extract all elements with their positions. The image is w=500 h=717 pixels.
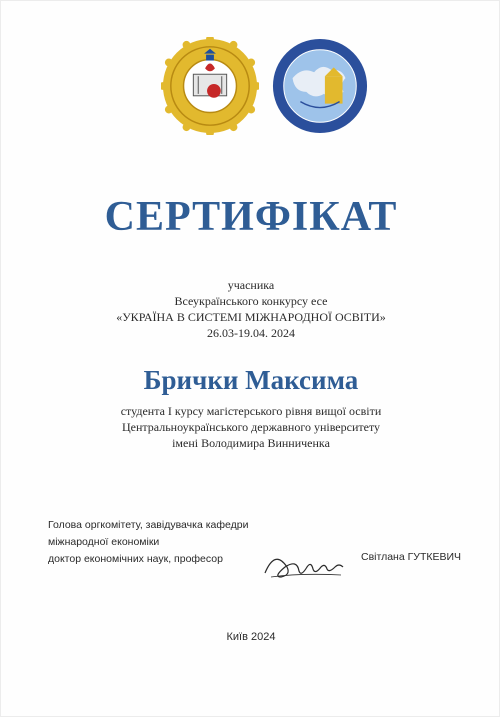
- detail-line: імені Володимира Винниченка: [172, 436, 330, 450]
- signatory-title: [48, 517, 248, 568]
- signatory-line: міжнародної економіки: [48, 536, 160, 548]
- intro-line: 26.03-19.04. 2024: [207, 326, 295, 340]
- recipient-name: Брички Максима: [143, 365, 359, 395]
- intro-line: «УКРАЇНА В СИСТЕМІ МІЖНАРОДНОЇ ОСВІТИ»: [116, 310, 386, 324]
- place-year: Київ 2024: [226, 631, 276, 643]
- university-seal-logo: [161, 37, 259, 135]
- signatory-line: доктор економічних наук, професор: [48, 553, 223, 565]
- detail-line: Центральноукраїнського державного університету: [121, 420, 381, 434]
- handwritten-signature: [261, 547, 357, 583]
- detail-line: студента I курсу магістерського рівня вищої освіти: [120, 404, 382, 418]
- contest-info: [1, 277, 500, 341]
- certificate-title: СЕРТИФІКАТ: [104, 194, 398, 240]
- signer-name: Світлана ГУТКЕВИЧ: [361, 551, 462, 563]
- intro-line: Всеукраїнського конкурсу есе: [174, 294, 328, 308]
- recipient-details: [1, 403, 500, 451]
- international-economics-seal-logo: [271, 37, 369, 135]
- intro-line: учасника: [227, 278, 275, 292]
- signatory-line: Голова оргкомітету, завідувачка кафедри: [48, 519, 249, 531]
